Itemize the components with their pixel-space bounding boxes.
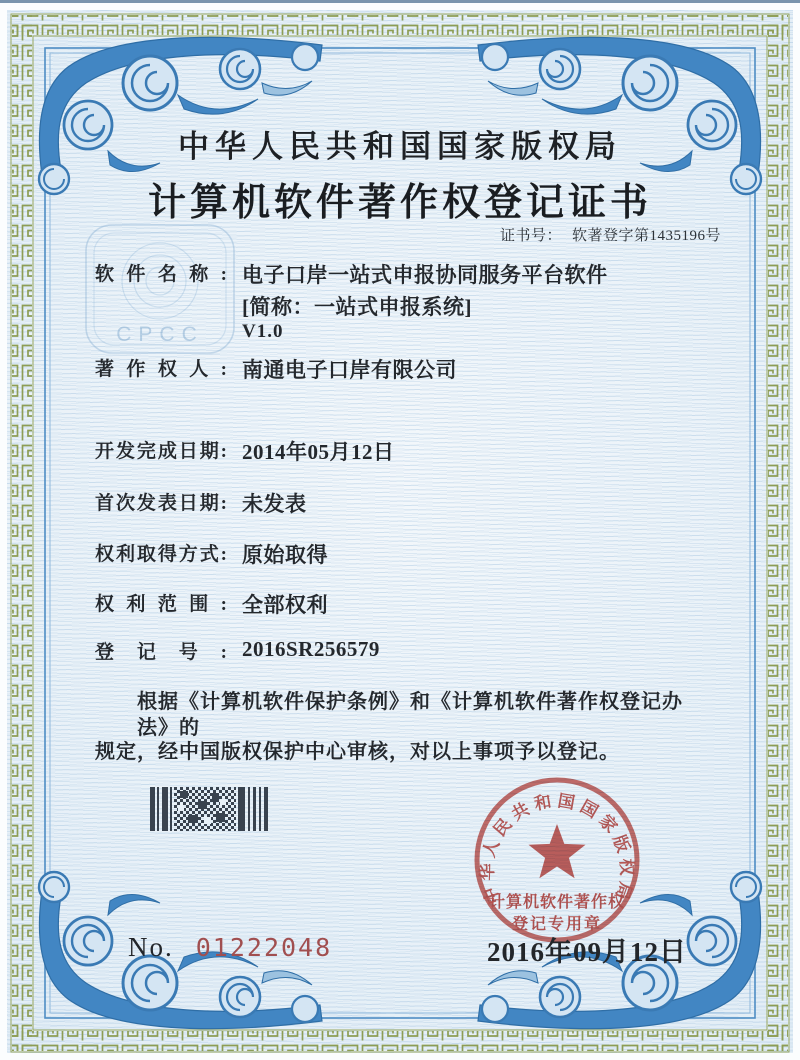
serial-number (128, 932, 332, 963)
seal-star-icon (529, 824, 586, 878)
software-short-name: [简称：一站式申报系统] (242, 295, 472, 319)
first-publication-value: 未发表 (242, 492, 307, 516)
completion-date-row (95, 436, 395, 466)
certificate-number-value: 软著登字第1435196号 (572, 228, 722, 244)
seal-text-line2: 登记专用章 (511, 916, 603, 933)
certificate-number (500, 224, 721, 245)
copyright-owner-label: 著作权人: (95, 359, 227, 380)
software-name-row (95, 259, 608, 289)
certificate-number-label: 证书号： (500, 228, 563, 244)
rights-acquisition-label: 权利取得方式: (95, 544, 227, 565)
serial-prefix: No. (128, 932, 174, 962)
registration-number-value: 2016SR256579 (242, 637, 380, 661)
rights-acquisition-value: 原始取得 (242, 543, 328, 567)
rights-scope-row (95, 589, 328, 619)
software-name-label: 软件名称: (95, 264, 227, 285)
barcode-icon (150, 787, 270, 831)
copyright-owner-row (95, 354, 457, 384)
completion-date-label: 开发完成日期: (95, 441, 227, 462)
statement-line-1: 根据《计算机软件保护条例》和《计算机软件著作权登记办法》的 (137, 691, 683, 739)
rights-acquisition-row (95, 539, 328, 569)
authority-title: 中华人民共和国国家版权局 (178, 129, 622, 164)
registration-number-label: 登记号: (95, 642, 227, 663)
statement-line-2: 规定，经中国版权保护中心审核，对以上事项予以登记。 (95, 741, 620, 763)
cpcc-watermark-icon (84, 223, 236, 355)
copyright-owner-value: 南通电子口岸有限公司 (242, 358, 457, 382)
registration-number-row (95, 637, 380, 664)
first-publication-row (95, 488, 307, 518)
completion-date-value: 2014年05月12日 (242, 440, 395, 464)
rights-scope-label: 权利范围: (95, 594, 227, 615)
software-version: V1.0 (242, 321, 284, 342)
seal-ring-text: 中华人民共和国国家版权局 (477, 791, 637, 907)
rights-scope-value: 全部权利 (242, 593, 328, 617)
certificate-title: 计算机软件著作权登记证书 (147, 182, 652, 224)
software-name-value: 电子口岸一站式申报协同服务平台软件 (242, 263, 608, 287)
watermark-text: CPCC (116, 323, 204, 346)
seal-text-line1: 计算机软件著作权 (488, 894, 626, 911)
issue-date: 2016年09月12日 (487, 937, 687, 967)
first-publication-label: 首次发表日期: (95, 493, 227, 514)
serial-digits: 01222048 (195, 933, 333, 962)
